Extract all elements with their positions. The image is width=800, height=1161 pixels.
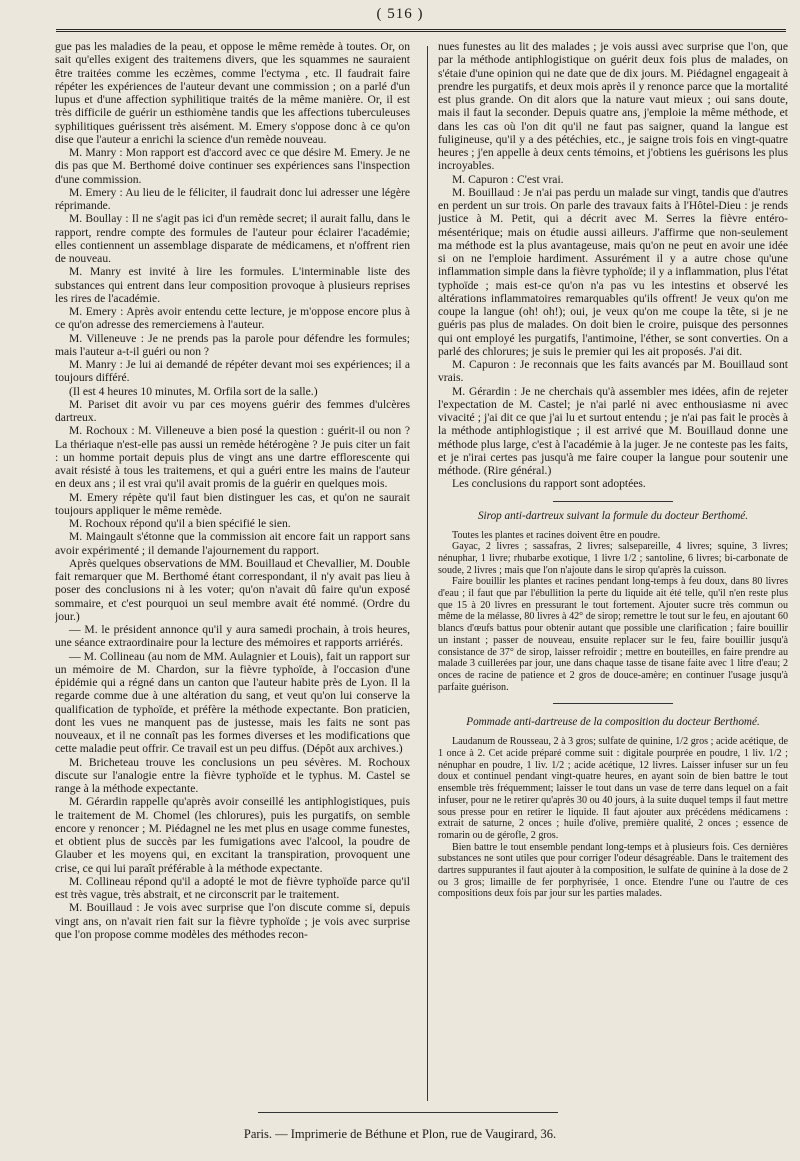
paragraph: M. Manry est invité à lire les formules. L'interminable liste des substances qui entrent dans leur composition provoque à plusieurs reprises les rires de l'académie.: [55, 265, 410, 305]
paragraph: nues funestes au lit des malades ; je vois aussi avec surprise que l'on, que par la méthode antiphlogistique on guérit deux fois plus de malades, on s'étaie d'une opinion qui ne date que de dix jours. M. Piédagnel engageait à prendre les purgatifs, et deux mois après il y renonce parce que la mortalité est plus grande. On dit alors que la nature vaut mieux ; oui sans doute, mais il faut la seconder. Depuis quatre ans, j'emploie la même méthode, et dans les cas où l'on dit qu'il ne faut pas saigner, quand la langue est fuligineuse, qu'il y a des pétéchies, etc., je saigne trois fois en vingt-quatre heures ; j'en appelle à deux cents témoins, et j'obtiens les guérisons les plus incroyables.: [438, 40, 788, 173]
paragraph: — M. le président annonce qu'il y aura samedi prochain, à trois heures, une séance extraordinaire pour la lecture des mémoires et rapports arriérés.: [55, 623, 410, 650]
paragraph: M. Rochoux répond qu'il a bien spécifié le sien.: [69, 517, 291, 530]
section-separator: [553, 703, 673, 704]
recipe-paragraph: Gayac, 2 livres ; sassafras, 2 livres; salsepareille, 4 livres; squine, 3 livres; nénuphar, 1 livre; rhubarbe exotique, 1 livre 1/2 ; santoline, 6 livres; bi-carbonate de soude, 2 livres ; mais que l'on n'ajoute dans le sirop qu'après la cuisson.: [438, 541, 788, 576]
section-separator: [553, 501, 673, 502]
paragraph: Après quelques observations de MM. Bouillaud et Chevallier, M. Double fait remarquer que M. Berthomé étant correspondant, il n'y avait pas lieu à poser des conclusions ni à les voter; qu'on n'avait dû faire qu'un exposé sommaire, et c'est pourquoi un seul membre avait été nommé. (Ordre du jour.): [55, 556, 410, 623]
left-column: [55, 40, 410, 1105]
recipe-paragraph: Toutes les plantes et racines doivent être en poudre.: [452, 529, 661, 541]
paragraph: M. Manry : Mon rapport est d'accord avec ce que désire M. Emery. Je ne dis pas que M. Berthomé doive continuer ses expériences sans l'inspection d'une commission.: [55, 146, 410, 186]
paragraph: M. Emery : Au lieu de le féliciter, il faudrait donc lui adresser une légère réprimande.: [55, 185, 410, 212]
section-title-pommade: Pommade anti-dartreuse de la composition du docteur Berthomé.: [466, 716, 760, 729]
paragraph: (Il est 4 heures 10 minutes, M. Orfila sort de la salle.): [69, 384, 318, 398]
page-number: ( 516 ): [376, 6, 424, 22]
printer-footer: Paris. — Imprimerie de Béthune et Plon, rue de Vaugirard, 36.: [243, 1127, 557, 1141]
paragraph: gue pas les maladies de la peau, et oppose le même remède à toutes. Or, on sait qu'elles exigent des traitemens divers, que les squammes ne sauraient être traitées comme les eczèmes, comme l'ectyma , etc. Il faudrait faire répéter les expériences de l'auteur devant une commission ; on a parlé d'un lupus et d'une affection syphilitique traités de la même manière. Or, il est très difficile de guérir un esthiomène tandis que les affections tuberculeuses syphilitiques guérissent très aisément. M. Emery s'oppose donc à ce qu'on dise que l'auteur a enrichi la science d'un remède nouveau.: [55, 40, 410, 146]
paragraph: M. Capuron : C'est vrai.: [452, 172, 564, 186]
right-column: [438, 40, 788, 1105]
paragraph: M. Manry : Je lui ai demandé de répéter devant moi ses expériences; il a toujours différé.: [55, 358, 410, 385]
paragraph: M. Maingault s'étonne que la commission ait encore fait un rapport sans avoir expérimenté ; il demande l'ajournement du rapport.: [55, 530, 410, 557]
footer-rule: [258, 1112, 558, 1113]
paragraph: M. Pariset dit avoir vu par ces moyens guérir des femmes d'ulcères dartreux.: [55, 397, 410, 424]
recipe-paragraph: Laudanum de Rousseau, 2 à 3 gros; sulfate de quinine, 1/2 gros ; acide acétique, de 1 once à 2. Cet acide préparé comme suit : digitale pourprée en poudre, 1 liv. 1/2 ; nénuphar en poudre, 1 liv. 1/2 ; acide acétique, 12 livres. Laisser infuser sur un feu doux et continuel pendant vingt-quatre heures, en ayant soin de bien battre le tout ensemble très fréquemment; laisser le tout dans un vase de terre dans lequel on a fait infuser, pour ne le retirer qu'après 30 ou 40 jours, à la suite duquel temps il faut mettre sous presse pour en retirer le liquide. Il faut ajouter aux précédens médicamens : extrait de saturne, 2 onces ; huile d'olive, première qualité, 2 onces ; essence de romarin ou de gérofle, 2 gros.: [438, 736, 788, 841]
recipe-paragraph: Bien battre le tout ensemble pendant long-temps et à plusieurs fois. Ces dernières substances ne sont utiles que pour corriger l'odeur désagréable. Dans le traitement des dartres suppurantes il faut ajouter à la composition, le sulfate de quinine à la dose de 2 ou 3 gros; limaille de fer porphyrisée, 1 once. Etendre l'une ou l'autre de ces compositions deux fois par jour sur les parties malades.: [438, 841, 788, 900]
paragraph: M. Capuron : Je reconnais que les faits avancés par M. Bouillaud sont vrais.: [438, 358, 788, 385]
paragraph: M. Bouillaud : Je vois avec surprise que l'on discute comme si, depuis vingt ans, on n'avait rien fait sur la fièvre typhoïde ; je vois avec surprise que l'on propose comme modèles des méthodes recon-: [55, 901, 410, 941]
paragraph: — M. Collineau (au nom de MM. Aulagnier et Louis), fait un rapport sur un mémoire de M. Chardon, sur la fièvre typhoïde, à l'occasion d'une épidémie qui a régné dans un canton que l'auteur habite près de Lyon. Il la regarde comme due à une altération du sang, et veut qu'on lui conserve la qualification de typhoïde, et préfère la méthode expectante. Bon praticien, dont les vues ne manquent pas de justesse, mais les faits ne sont pas nouveaux, et il ne connaît pas les formes diverses et les modifications que cette maladie peut offrir. Ce travail est un peu diffus. (Dépôt aux archives.): [55, 649, 410, 756]
recipe-paragraph: Faire bouillir les plantes et racines pendant long-temps à feu doux, dans 80 livres d'eau ; il faut que par l'ébullition la perte du liquide ait été telle, qu'il n'en reste plus que 15 à 20 livres en pressurant le tout fortement. Ajouter sucre très commun ou même de la mélasse, 80 livres à 42° de sirop; remettre le tout sur le feu, en ajoutant 60 blancs d'œufs battus pour obtenir autant que possible une clarification ; faire bouillir un instant ; passer de nouveau, ensuite replacer sur le feu, faire bouillir jusqu'à consistance de 37° de sirop, laisser refroidir ; mettre en bouteilles, en faire prendre au malade 3 cuillerées par jour, une dans chaque tasse de tisane faite avec 1 litre d'eau; 2 onces de racine de patience et 2 gros de douce-amère; en continuer l'usage jusqu'à parfaite guérison.: [438, 576, 788, 693]
paragraph: Les conclusions du rapport sont adoptées.: [452, 477, 646, 491]
paragraph: M. Gérardin : Je ne cherchais qu'à assembler mes idées, afin de rejeter l'expectation de M. Castel; je n'ai parlé ni avec enthousiasme ni avec vivacité ; j'ai dit ce que j'ai lu et surtout entendu ; je n'ai pas fait le procès à la méthode antiphlogistique ; il est arrivé que M. Bouillaud donne une méthode plus large, c'est à l'académie à la juger. Je ne conteste pas les faits, et je n'irai certes pas jusqu'à me faire couper la langue pour soutenir une méthode. (Rire général.): [438, 384, 788, 477]
column-divider: [427, 46, 428, 1101]
paragraph: M. Rochoux : M. Villeneuve a bien posé la question : guérit-il ou non ? La thériaque n'est-elle pas aussi un remède hétérogène ? Je puis citer un fait : un homme portait depuis plus de vingt ans une dartre efflorescente qui avait résisté à tous les traitemens, et qui a guéri entre les mains de l'auteur en deux ans ; il est vrai qu'il avait promis de la guérir en quelques mois.: [55, 424, 410, 491]
paragraph: M. Emery : Après avoir entendu cette lecture, je m'oppose encore plus à ce qu'on adresse des remerciemens à l'auteur.: [55, 305, 410, 332]
paragraph: M. Villeneuve : Je ne prends pas la parole pour défendre les formules; mais l'auteur a-t-il guéri ou non ?: [55, 331, 410, 358]
section-title-sirop: Sirop anti-dartreux suivant la formule du docteur Berthomé.: [477, 509, 749, 522]
paragraph: M. Emery répète qu'il faut bien distinguer les cas, et qu'on ne saurait toujours appliquer le même remède.: [55, 490, 410, 517]
header-rule: [56, 29, 786, 32]
paragraph: M. Boullay : Il ne s'agit pas ici d'un remède secret; il aurait fallu, dans le rapport, rendre compte des formules de l'auteur pour éclairer l'académie; elles contiennent un assemblage disparate de médicamens, et n'offrent rien de nouveau.: [55, 212, 410, 265]
paragraph: M. Gérardin rappelle qu'après avoir conseillé les antiphlogistiques, puis le traitement de M. Chomel (les chlorures), puis les purgatifs, on semble encore y renoncer ; M. Piédagnel ne les met plus en usage comme funestes, et obtient plus de succès par les fumigations avec l'alcool, la poudre de Glauber et les moyens qui, en excitant la transpiration, provoquent une crise, ce qui lui paraît préférable à la méthode expectante.: [55, 795, 410, 875]
paragraph: M. Bouillaud : Je n'ai pas perdu un malade sur vingt, tandis que d'autres en perdent un sur trois. On parle des travaux faits à l'Hôtel-Dieu : je rends justice à M. Petit, qui a décrit avec M. Serres la fièvre entéro-mésentérique; mais on étudie aussi ailleurs. J'affirme que non-seulement ma méthode est la plus avantageuse, mais qu'on ne peut en avoir une idée si on ne l'emploie hardiment. Assurément il y a autre chose qu'une inflammation simple dans la fièvre typhoïde; il y a inflammation, plus l'état typhoïde ; mais est-ce qu'on n'a pas vu les intestins et observé les altérations inflammatoires remarquables qu'ils offrent! Je veux qu'on me coupe la langue (oh! oh!); oui, je veux qu'on me coupe la tête, si je ne guéris pas plus de malades. On doit bien le croire, puisque des personnes qui ont employé les purgatifs, l'antimoine, l'éther, se sont converties. On a parlé des chlorures; je suis le premier qui les ait proposés. J'ai dit.: [438, 185, 788, 358]
paragraph: M. Collineau répond qu'il a adopté le mot de fièvre typhoïde parce qu'il est très vague, très abstrait, et ne circonscrit par le traitement.: [55, 874, 410, 901]
paragraph: M. Bricheteau trouve les conclusions un peu sévères. M. Rochoux discute sur l'analogie entre la fièvre typhoïde et le typhus. M. Castel se range à la méthode expectante.: [55, 755, 410, 795]
